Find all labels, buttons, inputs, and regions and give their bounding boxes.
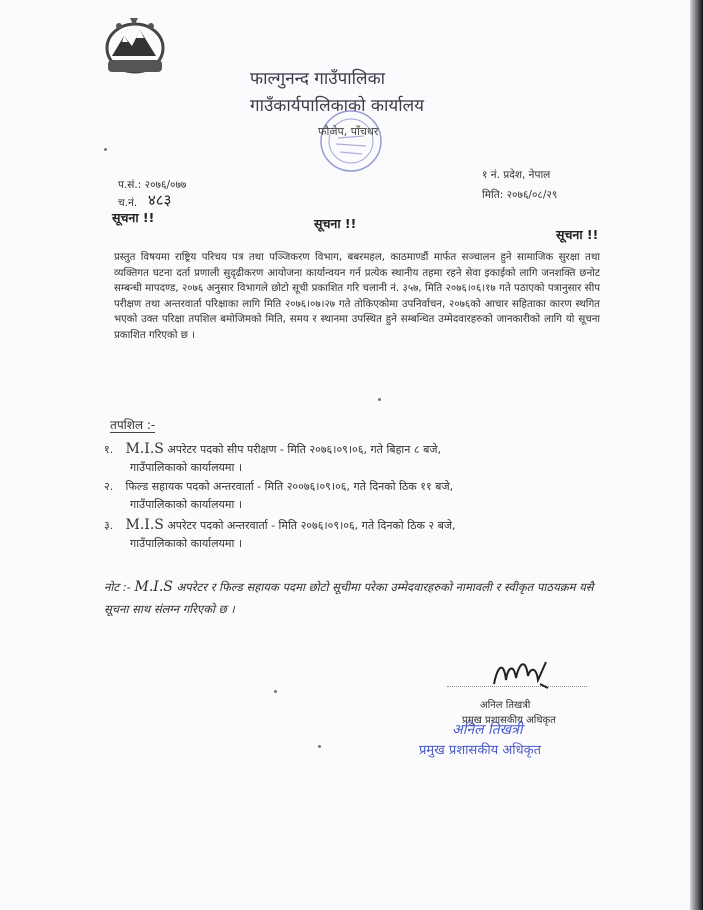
paper-speck xyxy=(378,398,381,401)
nepal-emblem-icon xyxy=(104,16,166,76)
item-text: अपरेटर पदको सीप परीक्षण - मिति २०७६।०९।०६, गते बिहान ८ बजे, xyxy=(163,443,442,456)
note-text: अपरेटर र फिल्ड सहायक पदमा छोटो सूचीमा परेका उम्मेदवारहरुको नामावली र स्वीकृत पाठयक्रम यसै सूचना साथ संलग्न गरिएको छ । xyxy=(104,580,594,616)
province-label: १ नं. प्रदेश, नेपाल xyxy=(482,169,551,181)
item-venue: गाउँपालिकाको कार्यालयमा । xyxy=(130,537,243,550)
signatory-title: प्रमुख प्रशासकीय अधिकृत xyxy=(462,715,556,726)
item-post-code: M.I.S xyxy=(125,517,164,533)
note-prefix: नोट :- xyxy=(104,580,135,594)
paper-speck xyxy=(104,148,107,151)
office-seal-stamp xyxy=(318,108,384,174)
item-number: ३. xyxy=(104,519,114,532)
notice-heading-right: सूचना !! xyxy=(556,227,599,242)
municipality-name: फाल्गुनन्द गाउँपालिका xyxy=(250,69,386,89)
notice-heading-center: सूचना !! xyxy=(314,216,357,231)
notice-heading-left: सूचना !! xyxy=(112,210,155,225)
dispatch-number-label: च.नं. xyxy=(118,197,138,209)
item-venue: गाउँपालिकाको कार्यालयमा । xyxy=(130,498,243,511)
dispatch-number: ४८३ xyxy=(148,191,172,209)
stamp-signatory-title: प्रमुख प्रशासकीय अधिकृत xyxy=(419,743,542,758)
paper-speck xyxy=(274,690,277,693)
stamp-signatory-name: अनिल तिखत्री xyxy=(452,722,523,738)
schedule-item xyxy=(104,516,564,553)
details-heading: तपशिल :- xyxy=(110,418,156,432)
item-number: २. xyxy=(104,480,114,493)
handwritten-signature xyxy=(490,654,550,694)
note-post-code: M.I.S xyxy=(134,579,173,595)
item-text: फिल्ड सहायक पदको अन्तरवार्ता - मिति २००७६।०९।०६, गते दिनको ठिक ११ बजे, xyxy=(125,480,454,493)
notice-body-paragraph: प्रस्तुत विषयमा राष्ट्रिय परिचय पत्र तथा पञ्जिकरण विभाग, बबरमहल, काठमाण्डौं मार्फत सञ्चालन हुने सामाजिक सुरक्षा तथा व्यक्तिगत घटना दर्ता प्रणाली सुदृढीकरण आयोजना कार्यान्वयन गर्न प्रत्येक स्थानीय तहमा रहने सेवा इकाईको लागि जनशक्ति छनोट सम्बन्धी मापदण्ड, २०७६ अनुसार विभागले छोटो सूची प्रकाशित गरि चलानी नं. ३५७, मिति २०७६।०६।१७ गते पठाएको पत्रानुसार सीप परीक्षण तथा अन्तरवार्ता परिक्षाका लागि मिति २०७६।०७।२७ गते तोकिएकोमा उपनिर्वाचन, २०७६को आचार सहिताका कारण स्थगित भएको उक्त परिक्षा तपशिल बमोजिमको मिति, समय र स्थानमा उपस्थित हुने सम्बन्धित उम्मेदवारहरुको जानकारीको लागि यो सूचना प्रकाशित गरिएको छ । xyxy=(114,252,600,341)
item-text: अपरेटर पदको अन्तरवार्ता - मिति २०७६।०९।०६, गते दिनको ठिक २ बजे, xyxy=(163,519,456,532)
paper-speck xyxy=(318,745,321,748)
note-paragraph xyxy=(104,576,604,620)
reference-number: प.सं.: २०७६/०७७ xyxy=(118,179,187,191)
office-name: गाउँकार्यपालिकाको कार्यालय xyxy=(250,96,425,116)
issue-date: मिति: २०७६/०८/२९ xyxy=(482,189,558,201)
schedule-item xyxy=(104,440,564,477)
item-post-code: M.I.S xyxy=(125,441,164,457)
schedule-item xyxy=(104,478,564,514)
scan-edge-shadow xyxy=(690,0,703,910)
item-venue: गाउँपालिकाको कार्यालयमा । xyxy=(130,461,243,474)
item-number: १. xyxy=(104,443,114,456)
signatory-name: अनिल तिखत्री xyxy=(480,700,531,711)
office-address: फौजेप, पाँचथर xyxy=(318,125,379,138)
